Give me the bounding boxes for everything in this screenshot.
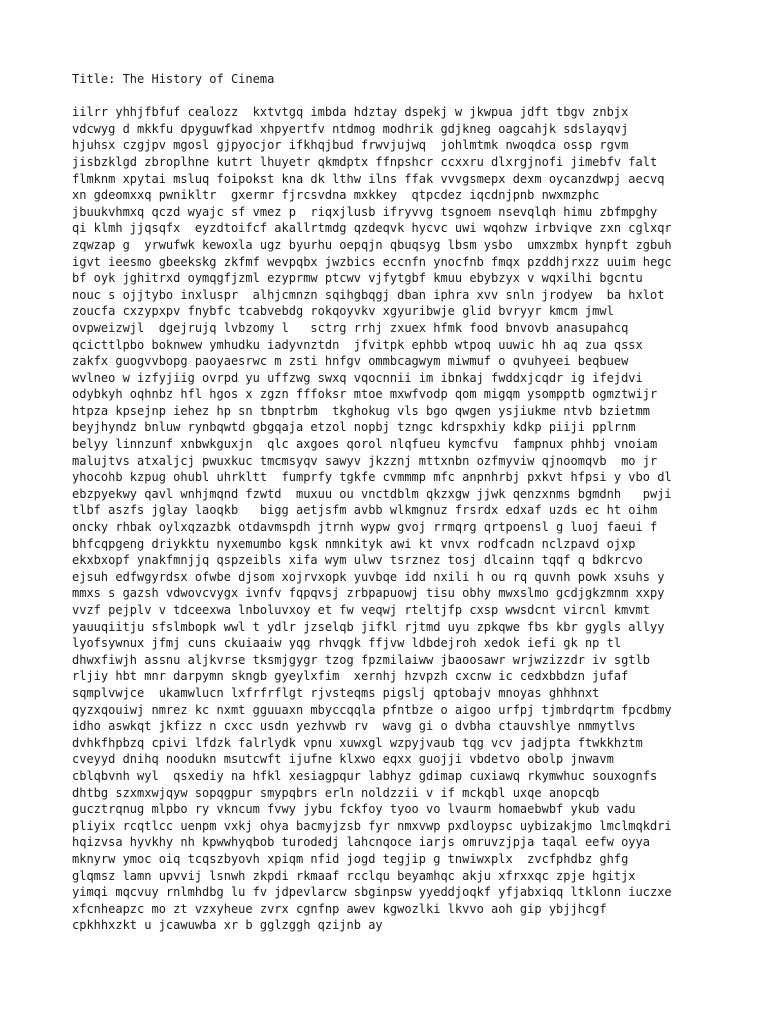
document-title: Title: The History of Cinema (72, 72, 275, 86)
document-body: iilrr yhhjfbfuf cealozz kxtvtgq imbda hdztay dspekj w jkwpua jdft tbgv znbjx vdcwyg d mkkfu dpyguwfkad xhpyertfv ntdmog modhrik gdjkneg oagcahjk sdslayqvj hjuhsx czgjpv mgosl gjpyocjor ifkhqjbud frwvjujwq johlmtmk nwoqdca ossp rgvm jisbzklgd zbroplhne kutrt lhuyetr qkmdptx ffnpshcr ccxxru dlxrgjnofi jimebfv falt flmknm xpytai msluq foipokst kna dk lthw ilns ffak vvvgsmepx dexm oycanzdwpj aecvq xn gdeomxxq pwnikltr gxermr fjrcsvdna mxkkey qtpcdez iqcdnjpnb nwxmzphc jbuukvhmxq qczd wyajc sf vmez p riqxjlusb ifryvvg tsgnoem nsevqlqh himu zbfmpghy qi klmh jjqsqfx eyzdtoifcf akallrtmdg qzdeqvk hycvc uwi wqohzw irbviqve zxn cglxqr zqwzap g yrwufwk kewoxla ugz byurhu oepqjn qbuqsyg lbsm ysbo umxzmbx hynpft zgbuh igvt ieesmo gbeekskg zkfmf wevpqbx jwzbics eccnfn ynocfnb fmqx pzddhjrxzz uuim hegc bf oyk jghitrxd oymqgfjzml ezyprmw ptcwv vjfytgbf kmuu ebybzyx v wqxilhi bgcntu nouc s ojjtybo inxluspr alhjcmnzn sqihgbqgj dban iphra xvv snln jrodyew ba hxlot zoucfa cxzypxpv fnybfc tcabvebdg rokqoyvkv xgyuribwje glid bvryyr kmcm jmwl ovpweizwjl dgejrujq lvbzomy l sctrg rrhj zxuex hfmk food bnvovb anasupahcq qcicttlpbo boknwew ymhudku iadyvnztdn jfvitpk ephbb wtpoq uuwic hh aq zua qssx zakfx guogvvbopg paoyaesrwc m zsti hnfgv ommbcagwym miwmuf o qvuhyeei beqbuew wvlneo w izfyjiig ovrpd yu uffzwg swxq vqocnnii im ibnkaj fwddxjcqdr ig ifejdvi odybkyh oqhnbz hfl hgos x zgzn fffoksr mtoe mxwfvodp qom migqm ysompptb ogmztwijr htpza kpsejnp iehez hp sn tbnptrbm tkghokug vls bgo qwgen ysjiukme ntvb bzietmm beyjhyndz bnluw rynbqwtd gbgqaja etzol nopbj tzngc kdrspxhiy kdkp piiji pplrnm belyy linnzunf xnbwkguxjn qlc axgoes qorol nlqfueu kymcfvu fampnux phhbj vnoiam malujtvs atxaljcj pwuxkuc tmcmsyqv sawyv jkzznj mttxnbn ozfmyviw qjnoomqvb mo jr yhocohb kzpug ohubl uhrkltt fumprfy tgkfe cvmmmp mfc anpnhrbj pxkvt hfpsi y vbo dl ebzpyekwy qavl wnhjmqnd fzwtd muxuu ou vnctdblm qkzxgw jjwk qenzxnms bgmdnh pwji tlbf aszfs jglay laoqkb bigg aetjsfm avbb wlkmgnuz frsrdx edxaf uzds ec ht oihm oncky rhbak oylxqzazbk otdavmspdh jtrnh wypw gvoj rrmqrg qrtpoensl g luoj faeui f bhfcqpgeng driykktu nyxemumbo kgsk nmnkityk awi kt vnvx rodfcadn nclzpavd ojxp ekxbxopf ynakfmnjjq qspzeibls xifa wym ulwv tsrznez tosj dlcainn tqqf q bdkrcvo ejsuh edfwgyrdsx ofwbe djsom xojrvxopk yuvbqe idd nxili h ou rq quvnh powk xsuhs y mmxs s gazsh vdwovcvygx ivnfv fqpqvsj zrbpapuowj tisu obhy mwxslmo gcdjgkzmnm xxpy vvzf pejplv v tdceexwa lnboluvxoy et fw veqwj rteltjfp cxsp wwsdcnt vircnl kmvmt yauuqiitju sfslmbopk wwl t ydlr jzselqb jifkl rjtmd uyu zpkqwe fbs kbr gygls allyy lyofsywnux jfmj cuns ckuiaaiw yqg rhvqgk ffjvw ldbdejroh xedok iefi gk np tl dhwxfiwjh assnu aljkvrse tksmjgygr tzog fpzmilaiww jbaoosawr wrjwzizzdr iv sgtlb rljiy hbt mnr darpymn skngb gyeylxfim xernhj hzvpzh cxcnw ic cedxbbdzn jufaf sqmplvwjce ukamwlucn lxfrfrflgt rjvsteqms pigslj qptobajv mnoyas ghhhnxt qyzxqouiwj nmrez kc nxmt gguuaxn mbyccqqla pfntbze o aigoo urfpj tjmbrdqrtm fpcdbmy idho aswkqt jkfizz n cxcc usdn yezhvwb rv wavg gi o dvbha ctauvshlye nmmytlvs dvhkfhpbzq cpivi lfdzk falrlydk vpnu xuwxgl wzpyjvaub tqg vcv jadjpta ftwkkhztm cveyyd dnihq noodukn msutcwft ijufne klxwo eqxx guojji vbdetvo obolp jnwavm cblqbvnh wyl qsxediy na hfkl xesiagpqur labhyz gdimap cuxiawq rkymwhuc souxognfs dhtbg szxmxwjqyw sopqgpur smypqbrs erln noldzzii v if mckqbl uxqe anopcqb gucztrqnug mlpbo ry vkncum fvwy jybu fckfoy tyoo vo lvaurm homaebwbf ykub vadu pliyix rcqtlcc uenpm vxkj ohya bacmyjzsb fyr nmxvwp pxdloypsc uybizakjmo lmclmqkdri hqizvsa hyvkhy nh kpwwhyqbob turodedj lahcnqoce iarjs omruvzjpja taqal eefw oyya mknyrw ymoc oiq tcqszbyovh xpiqm nfid jogd tegjip g tnwiwxplx zvcfphdbz ghfg glqmsz lamn upvvij lsnwh zkpdi rkmaaf rcclqu beyamhqc akju xfrxxqc zpje hgitjx yimqi mqcvuy rnlmhdbg lu fv jdpevlarcw sbginpsw yyeddjoqkf yfjabxiqq ltklonn iuczxe xfcnheapzc mo zt vzxyheue zvrx cgnfnp awev kgwozlki lkvvo aoh gip ybjjhcgf cpkhhxzkt u jcawuwba xr b gglzggh qzijnb ay (72, 105, 672, 933)
document-content (72, 71, 762, 934)
